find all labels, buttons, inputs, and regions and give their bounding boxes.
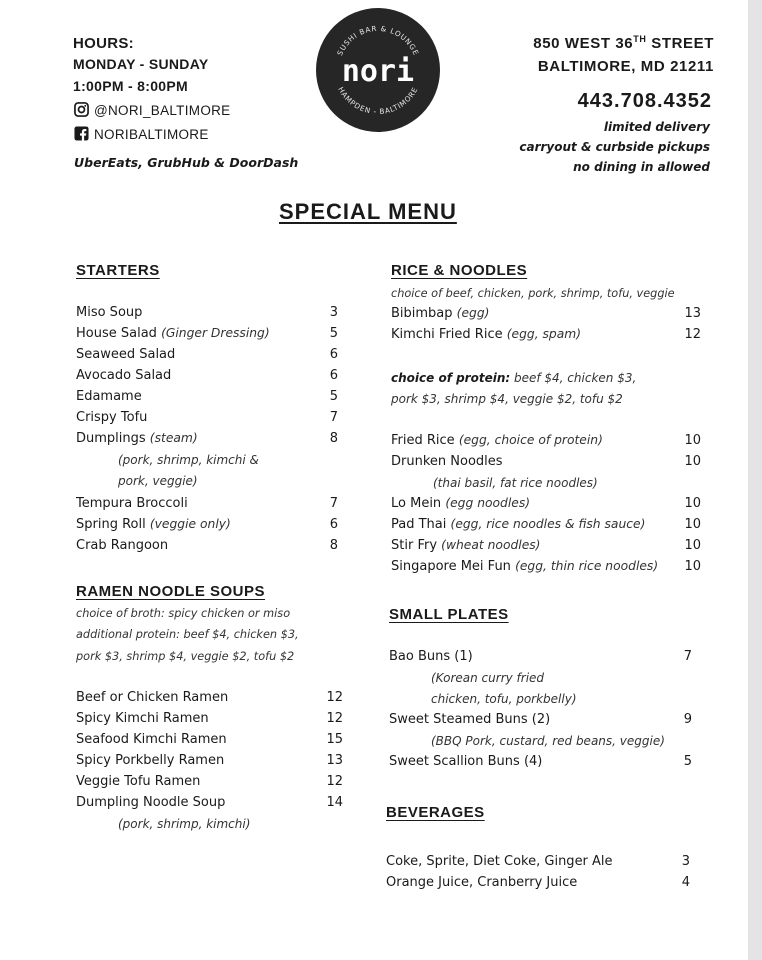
menu-item: Seafood Kimchi Ramen bbox=[76, 732, 227, 747]
item-price: 15 bbox=[326, 732, 343, 747]
item-price: 6 bbox=[329, 368, 338, 383]
beverages-heading: BEVERAGES bbox=[386, 804, 485, 821]
item-detail: (pork, shrimp, kimchi & bbox=[118, 453, 259, 467]
item-price: 5 bbox=[683, 754, 692, 769]
item-detail: (thai basil, fat rice noodles) bbox=[433, 476, 598, 490]
item-price: 7 bbox=[683, 649, 692, 664]
menu-item: Crispy Tofu bbox=[76, 410, 148, 425]
menu-item: Sweet Scallion Buns (4) bbox=[389, 754, 543, 769]
facebook-link[interactable] bbox=[74, 126, 209, 142]
item-price: 5 bbox=[329, 389, 338, 404]
menu-item: Stir Fry (wheat noodles) bbox=[391, 538, 541, 553]
svg-text:HAMPDEN - BALTIMORE: HAMPDEN - BALTIMORE bbox=[336, 85, 420, 117]
item-price: 10 bbox=[684, 496, 701, 511]
menu-item: Fried Rice (egg, choice of protein) bbox=[391, 433, 603, 448]
nori-logo bbox=[316, 8, 440, 132]
item-price: 12 bbox=[326, 690, 343, 705]
page-title: SPECIAL MENU bbox=[279, 199, 457, 224]
item-detail: pork, veggie) bbox=[118, 474, 198, 488]
item-price: 10 bbox=[684, 517, 701, 532]
rice-noodles-heading: RICE & NOODLES bbox=[391, 262, 528, 279]
item-price: 10 bbox=[684, 433, 701, 448]
menu-item: Seaweed Salad bbox=[76, 347, 176, 362]
item-price: 3 bbox=[329, 305, 338, 320]
menu-item: Miso Soup bbox=[76, 305, 143, 320]
item-price: 5 bbox=[329, 326, 338, 341]
item-price: 9 bbox=[683, 712, 692, 727]
item-price: 12 bbox=[326, 711, 343, 726]
menu-item: Crab Rangoon bbox=[76, 538, 169, 553]
starters-heading: STARTERS bbox=[76, 262, 160, 279]
menu-item: Edamame bbox=[76, 389, 142, 404]
hours-days: MONDAY - SUNDAY bbox=[73, 56, 209, 72]
menu-item: Beef or Chicken Ramen bbox=[76, 690, 229, 705]
item-price: 14 bbox=[326, 795, 343, 810]
phone-number[interactable]: 443.708.4352 bbox=[577, 90, 712, 112]
item-price: 3 bbox=[681, 854, 690, 869]
menu-item: Singapore Mei Fun (egg, thin rice noodles) bbox=[391, 559, 659, 574]
hours-title: HOURS: bbox=[73, 35, 134, 52]
item-price: 13 bbox=[684, 306, 701, 321]
svg-text:SUSHI BAR & LOUNGE: SUSHI BAR & LOUNGE bbox=[335, 23, 421, 57]
page-edge bbox=[748, 0, 762, 960]
service-note-carryout: carryout & curbside pickups bbox=[519, 140, 710, 154]
service-note-delivery: limited delivery bbox=[603, 120, 710, 134]
ramen-heading: RAMEN NOODLE SOUPS bbox=[76, 583, 266, 600]
item-detail: (pork, shrimp, kimchi) bbox=[118, 817, 251, 831]
facebook-handle: NORIBALTIMORE bbox=[94, 127, 209, 142]
protein-note: choice of protein: beef $4, chicken $3, bbox=[391, 371, 637, 385]
item-price: 4 bbox=[681, 875, 690, 890]
address-street: 850 WEST 36TH STREET bbox=[533, 34, 714, 52]
menu-item: Tempura Broccoli bbox=[76, 496, 188, 511]
ramen-broth-note: choice of broth: spicy chicken or miso bbox=[76, 607, 291, 620]
item-price: 8 bbox=[329, 538, 338, 553]
menu-item: Dumpling Noodle Soup bbox=[76, 795, 226, 810]
rice-choice-note: choice of beef, chicken, pork, shrimp, tofu, veggie bbox=[391, 287, 675, 300]
menu-item: House Salad (Ginger Dressing) bbox=[76, 326, 270, 341]
item-detail: (Korean curry fried bbox=[431, 671, 545, 685]
menu-item: Veggie Tofu Ramen bbox=[76, 774, 201, 789]
menu-item: Avocado Salad bbox=[76, 368, 172, 383]
item-price: 10 bbox=[684, 454, 701, 469]
item-detail: (BBQ Pork, custard, red beans, veggie) bbox=[431, 734, 665, 748]
menu-item: Dumplings (steam) bbox=[76, 431, 198, 446]
svg-text:nori: nori bbox=[341, 54, 415, 89]
menu-item: Kimchi Fried Rice (egg, spam) bbox=[391, 327, 582, 342]
menu-item: Drunken Noodles bbox=[391, 454, 503, 469]
menu-item: Spicy Porkbelly Ramen bbox=[76, 753, 225, 768]
menu-item: Sweet Steamed Buns (2) bbox=[389, 712, 551, 727]
menu-item: Bibimbap (egg) bbox=[391, 306, 490, 321]
delivery-apps: UberEats, GrubHub & DoorDash bbox=[74, 155, 299, 170]
item-price: 10 bbox=[684, 559, 701, 574]
item-price: 7 bbox=[329, 410, 338, 425]
item-price: 6 bbox=[329, 517, 338, 532]
item-price: 7 bbox=[329, 496, 338, 511]
instagram-icon bbox=[74, 102, 89, 117]
item-price: 10 bbox=[684, 538, 701, 553]
menu-item: Spring Roll (veggie only) bbox=[76, 517, 231, 532]
menu-item: Spicy Kimchi Ramen bbox=[76, 711, 209, 726]
menu-item: Bao Buns (1) bbox=[389, 649, 473, 664]
hours-time: 1:00PM - 8:00PM bbox=[73, 78, 188, 94]
protein-note: pork $3, shrimp $4, veggie $2, tofu $2 bbox=[391, 392, 623, 406]
small-plates-heading: SMALL PLATES bbox=[389, 606, 509, 623]
ramen-protein-note: additional protein: beef $4, chicken $3, bbox=[76, 628, 299, 641]
instagram-link[interactable] bbox=[74, 102, 230, 118]
item-price: 13 bbox=[326, 753, 343, 768]
item-price: 12 bbox=[326, 774, 343, 789]
menu-item: Coke, Sprite, Diet Coke, Ginger Ale bbox=[386, 854, 613, 869]
ramen-protein-note: pork $3, shrimp $4, veggie $2, tofu $2 bbox=[76, 650, 295, 663]
service-note-dining: no dining in allowed bbox=[573, 160, 710, 174]
instagram-handle: @NORI_BALTIMORE bbox=[94, 103, 231, 118]
address-city: BALTIMORE, MD 21211 bbox=[537, 58, 714, 75]
menu-item: Orange Juice, Cranberry Juice bbox=[386, 875, 578, 890]
item-detail: chicken, tofu, porkbelly) bbox=[431, 692, 577, 706]
item-price: 6 bbox=[329, 347, 338, 362]
menu-item: Lo Mein (egg noodles) bbox=[391, 496, 531, 511]
item-price: 8 bbox=[329, 431, 338, 446]
menu-item: Pad Thai (egg, rice noodles & fish sauce) bbox=[391, 517, 646, 532]
item-price: 12 bbox=[684, 327, 701, 342]
facebook-icon bbox=[74, 126, 89, 141]
